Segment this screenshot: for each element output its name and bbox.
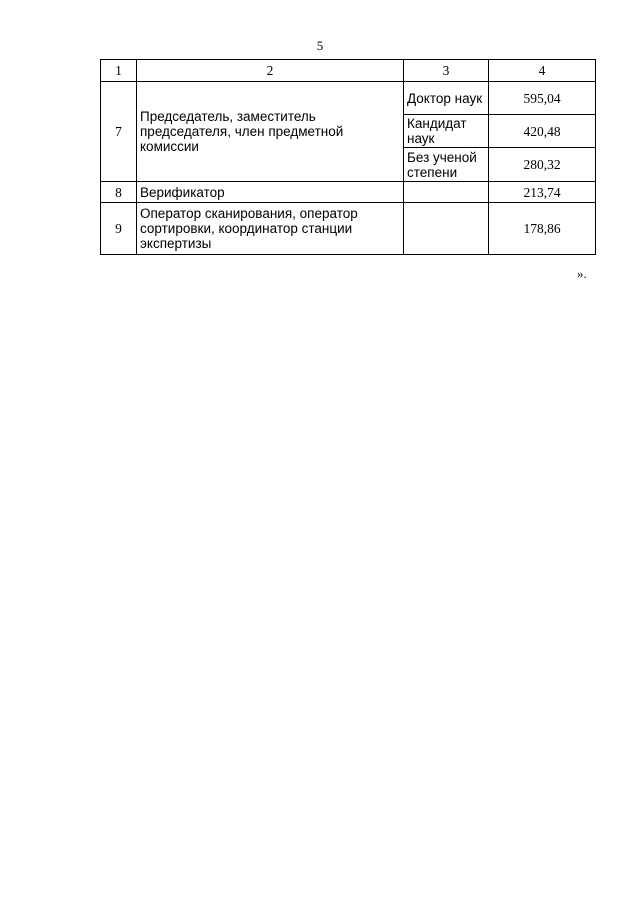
degree-label <box>404 203 489 255</box>
closing-quote-mark: ». <box>577 266 587 281</box>
table-row <box>101 203 596 255</box>
degree-label: Без ученой степени <box>404 148 489 182</box>
rate-value: 420,48 <box>489 115 596 148</box>
table-row <box>101 182 596 203</box>
header-cell-4: 4 <box>489 60 596 82</box>
header-cell-1: 1 <box>101 60 137 82</box>
rate-value: 178,86 <box>489 203 596 255</box>
degree-label: Кандидат наук <box>404 115 489 148</box>
row-number: 9 <box>101 203 137 255</box>
rates-table <box>100 59 596 255</box>
position-description: Оператор сканирования, оператор сортировки, координатор станции экспертизы <box>137 203 404 255</box>
rate-value: 280,32 <box>489 148 596 182</box>
header-cell-3: 3 <box>404 60 489 82</box>
row-number: 8 <box>101 182 137 203</box>
table-header-row <box>101 60 596 82</box>
degree-label: Доктор наук <box>404 82 489 115</box>
degree-label <box>404 182 489 203</box>
rate-value: 213,74 <box>489 182 596 203</box>
position-description: Председатель, заместитель председателя, член предметной комиссии <box>137 82 404 182</box>
rate-value: 595,04 <box>489 82 596 115</box>
table-row <box>101 82 596 115</box>
row-number: 7 <box>101 82 137 182</box>
page-number: 5 <box>316 38 324 53</box>
header-cell-2: 2 <box>137 60 404 82</box>
position-description: Верификатор <box>137 182 404 203</box>
